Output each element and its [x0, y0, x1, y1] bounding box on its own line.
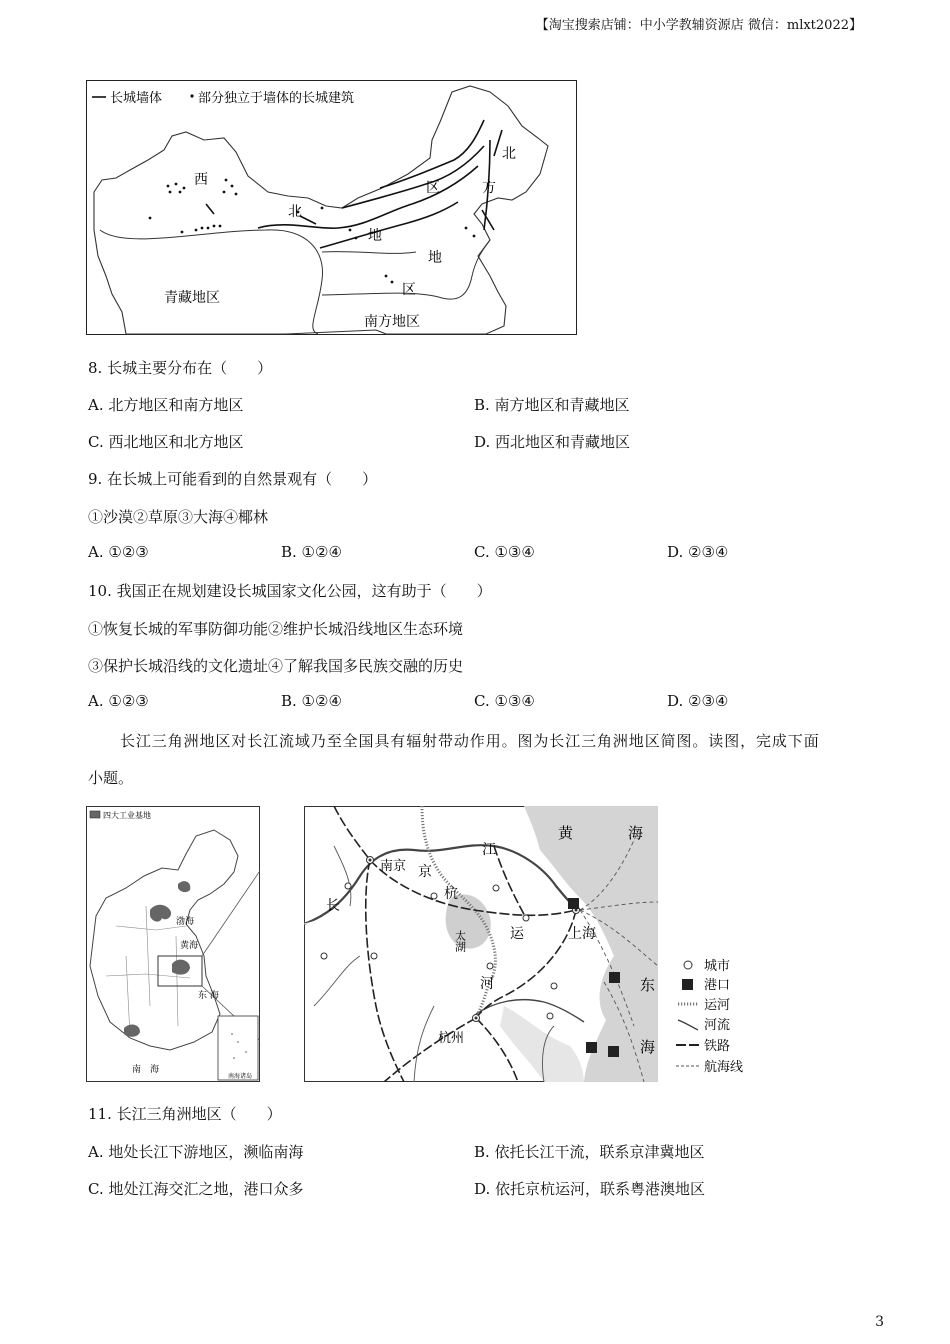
q9-option-b[interactable]: B. ①②④ — [281, 543, 342, 561]
svg-text:港口: 港口 — [704, 978, 731, 993]
q9-option-c[interactable]: C. ①③④ — [474, 543, 535, 561]
svg-text:西: 西 — [194, 172, 208, 188]
svg-text:城市: 城市 — [704, 959, 731, 974]
q11-option-d[interactable]: D. 依托京杭运河，联系粤港澳地区 — [474, 1180, 706, 1198]
svg-text:黄: 黄 — [558, 824, 574, 842]
svg-text:区: 区 — [426, 180, 440, 196]
svg-text:海: 海 — [640, 1038, 656, 1056]
q9-items: ①沙漠②草原③大海④椰林 — [88, 508, 269, 526]
q9-option-d[interactable]: D. ②③④ — [667, 543, 729, 561]
intro-line-1: 长江三角洲地区对长江流域乃至全国具有辐射带动作用。图为长江三角洲地区简图。读图，完成下面 — [120, 732, 820, 750]
svg-text:铁路: 铁路 — [704, 1039, 731, 1054]
svg-text:东: 东 — [640, 976, 656, 994]
q10-items-1: ①恢复长城的军事防御功能②维护长城沿线地区生态环境 — [88, 620, 464, 638]
q9-option-a[interactable]: A. ①②③ — [88, 543, 149, 561]
svg-text:杭: 杭 — [444, 886, 458, 902]
svg-text:黄海: 黄海 — [180, 941, 199, 951]
q9-stem: 9. 在长城上可能看到的自然景观有（ ） — [88, 470, 378, 488]
svg-text:河流: 河流 — [704, 1018, 731, 1033]
q8-stem: 8. 长城主要分布在（ ） — [88, 359, 273, 377]
q11-stem: 11. 长江三角洲地区（ ） — [88, 1105, 282, 1123]
q8-option-b[interactable]: B. 南方地区和青藏地区 — [474, 396, 630, 414]
svg-text:运: 运 — [510, 926, 524, 942]
svg-text:长: 长 — [326, 898, 340, 914]
svg-text:区: 区 — [402, 282, 416, 298]
svg-text:上海: 上海 — [568, 926, 596, 942]
q10-stem: 10. 我国正在规划建设长城国家文化公园，这有助于（ ） — [88, 582, 492, 600]
china-inset-map — [86, 806, 260, 1082]
svg-text:渤海: 渤海 — [176, 917, 195, 927]
svg-text:运河: 运河 — [704, 998, 731, 1013]
svg-text:地: 地 — [368, 228, 382, 244]
svg-text:海: 海 — [628, 824, 644, 842]
svg-text:江: 江 — [482, 842, 496, 858]
q10-items-2: ③保护长城沿线的文化遗址④了解我国多民族交融的历史 — [88, 657, 464, 675]
great-wall-map — [86, 80, 577, 335]
svg-text:地: 地 — [428, 250, 442, 266]
q10-option-c[interactable]: C. ①③④ — [474, 692, 535, 710]
svg-text:南方地区: 南方地区 — [364, 314, 420, 330]
svg-text:北: 北 — [502, 146, 516, 162]
yangtze-delta-map — [304, 806, 658, 1082]
svg-text:河: 河 — [480, 976, 494, 992]
svg-text:南京: 南京 — [380, 859, 407, 874]
q11-option-c[interactable]: C. 地处江海交汇之地，港口众多 — [88, 1180, 304, 1198]
q11-option-b[interactable]: B. 依托长江干流，联系京津冀地区 — [474, 1143, 705, 1161]
svg-text:青藏地区: 青藏地区 — [164, 290, 220, 306]
q10-option-b[interactable]: B. ①②④ — [281, 692, 342, 710]
q10-option-d[interactable]: D. ②③④ — [667, 692, 729, 710]
svg-text:南海诸岛: 南海诸岛 — [228, 1073, 253, 1080]
q8-option-d[interactable]: D. 西北地区和青藏地区 — [474, 433, 631, 451]
intro-line-2: 小题。 — [88, 769, 134, 787]
page-number: 3 — [875, 1314, 884, 1330]
page-header: 【淘宝搜索店铺：中小学教辅资源店 微信：mlxt2022】 — [535, 18, 862, 33]
svg-text:部分独立于墙体的长城建筑: 部分独立于墙体的长城建筑 — [198, 91, 355, 106]
svg-text:长城墙体: 长城墙体 — [110, 91, 163, 106]
q8-option-a[interactable]: A. 北方地区和南方地区 — [88, 396, 244, 414]
map2-legend — [672, 954, 762, 1078]
svg-text:方: 方 — [482, 180, 496, 196]
svg-text:航海线: 航海线 — [704, 1060, 744, 1075]
svg-text:京: 京 — [418, 864, 432, 880]
svg-text:四大工业基地: 四大工业基地 — [103, 811, 151, 820]
svg-text:杭州: 杭州 — [438, 1031, 465, 1046]
svg-text:南 海: 南 海 — [132, 1065, 160, 1075]
q8-option-c[interactable]: C. 西北地区和北方地区 — [88, 433, 244, 451]
q10-option-a[interactable]: A. ①②③ — [88, 692, 149, 710]
svg-text:东 海: 东 海 — [198, 991, 219, 1001]
q11-option-a[interactable]: A. 地处长江下游地区，濒临南海 — [88, 1143, 304, 1161]
svg-text:北: 北 — [288, 204, 302, 220]
svg-text:太湖: 太湖 — [453, 930, 467, 952]
